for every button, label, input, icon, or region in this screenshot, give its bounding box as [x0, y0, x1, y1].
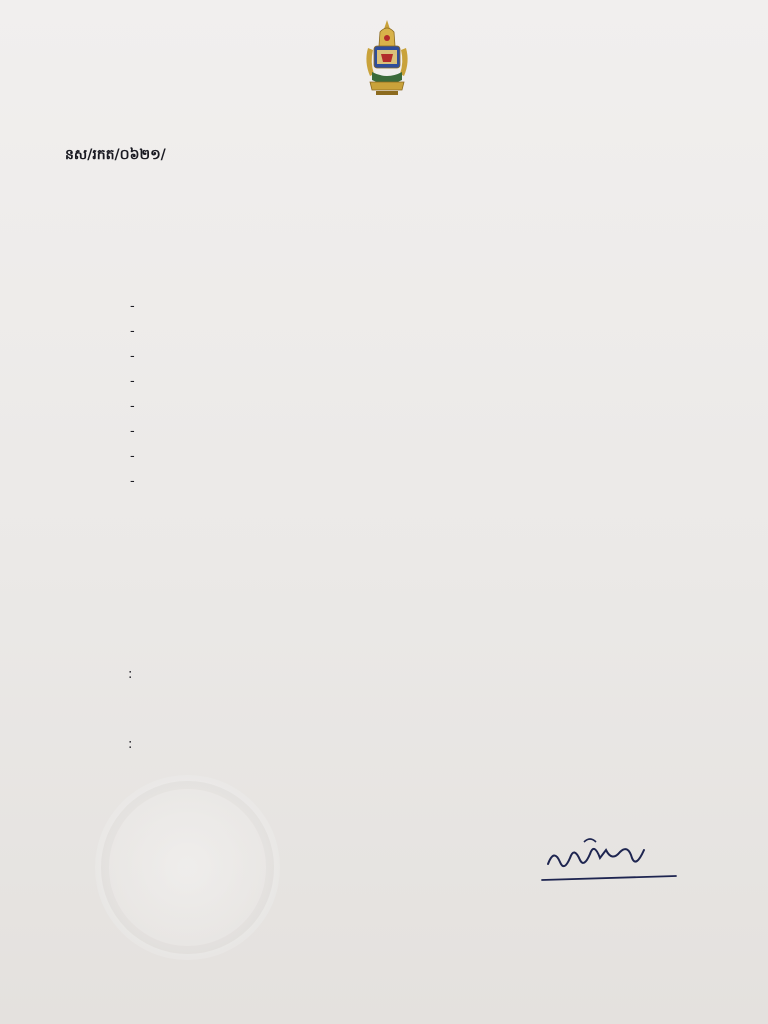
decision-heading: [0, 628, 768, 650]
place-and-date-line: [62, 930, 462, 952]
article-colon: :: [128, 667, 133, 682]
document-type-title: [0, 104, 768, 130]
visa-clause: -: [130, 449, 135, 464]
article-colon: :: [128, 737, 133, 752]
visa-clause: -: [130, 474, 135, 489]
visa-clause: -: [130, 399, 135, 414]
visa-clause: -: [130, 349, 135, 364]
monarch-title-line: [0, 227, 768, 249]
visa-clause: -: [130, 299, 135, 314]
article-2: [62, 734, 712, 778]
visa-clause: -: [130, 374, 135, 389]
visa-clause: -: [130, 324, 135, 339]
royal-emblem-icon: [362, 18, 412, 98]
visa-clause: -: [130, 424, 135, 439]
article-text: [140, 734, 712, 778]
article-1: [62, 664, 712, 708]
royal-signature: [540, 828, 680, 888]
monarch-title-line: [0, 174, 768, 196]
article-text: [140, 664, 712, 708]
monarch-title-line: [0, 253, 768, 275]
yeng-heading: [0, 142, 768, 164]
monarch-title-line: [0, 200, 768, 222]
visa-clauses-list: [130, 297, 710, 497]
reference-number: នស/រកត/០៦២១/: [65, 147, 166, 163]
signer-name: [520, 892, 670, 914]
